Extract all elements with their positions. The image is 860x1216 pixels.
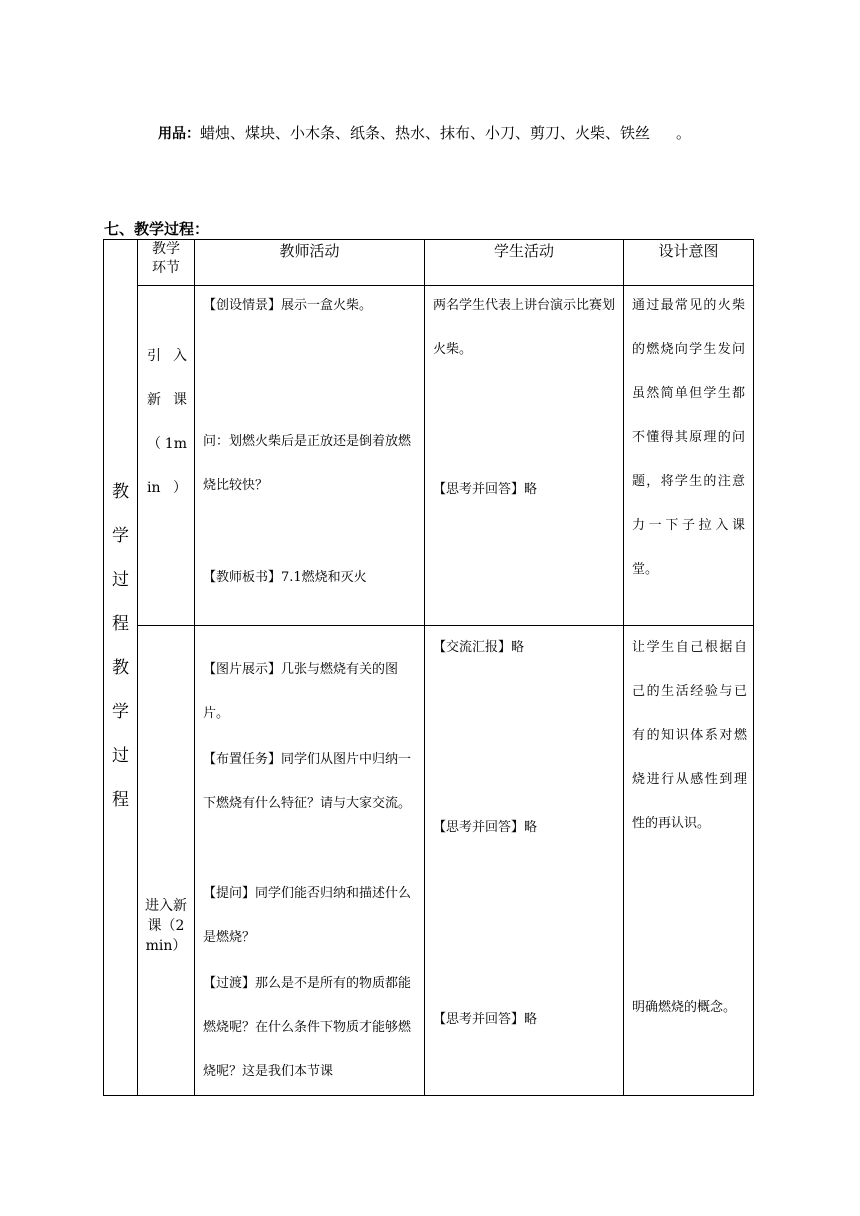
supplies-end: 。 (676, 124, 692, 142)
row1-teacher-item: 【教师板书】7.1燃烧和灭火 (203, 570, 367, 585)
row1-design: 通过最常见的火柴的燃烧向学生发问虽然简单但学生都不懂得其原理的问题，将学生的注意力一下子拉入课堂。 (624, 286, 754, 626)
row2-teacher (195, 626, 425, 1096)
row1-student-item: 【思考并回答】略 (433, 482, 538, 497)
header-student: 学生活动 (425, 240, 624, 286)
row2-student-item: 【思考并回答】略 (433, 1012, 538, 1027)
row2-design (624, 626, 754, 1096)
row1-student-item: 两名学生代表上讲台演示比赛划火柴。 (433, 298, 616, 357)
side-label: 教学过程教学过程 (104, 240, 138, 1096)
row1-stage: 引入新课（1min） (138, 286, 195, 626)
row2-teacher-item: 【过渡】那么是不是所有的物质都能燃烧呢？在什么条件下物质才能够燃烧呢？这是我们本节课 (203, 976, 412, 1079)
teaching-process-table (103, 239, 754, 1096)
row2-teacher-item: 【图片展示】几张与燃烧有关的图片。 (203, 662, 399, 721)
header-stage: 教学环节 (138, 240, 195, 286)
row2-stage: 进入新课（2min） (138, 626, 195, 1096)
row2-design-item: 让学生自己根据自己的生活经验与已有的知识体系对燃烧进行从感性到理性的再认识。 (632, 640, 747, 831)
section-title: 七、教学过程： (104, 220, 210, 238)
row1-teacher-item: 问：划燃火柴后是正放还是倒着放燃烧比较快？ (203, 434, 412, 493)
row2-student-item: 【思考并回答】略 (433, 820, 538, 835)
header-design: 设计意图 (624, 240, 754, 286)
row2-student (425, 626, 624, 1096)
header-teacher: 教师活动 (195, 240, 425, 286)
row2-teacher-item: 【提问】同学们能否归纳和描述什么是燃烧？ (203, 886, 412, 945)
table-row (104, 286, 754, 626)
row2-design-item: 明确燃烧的概念。 (632, 1000, 737, 1015)
supplies-label: 用品： (158, 126, 200, 142)
row2-student-item: 【交流汇报】略 (433, 640, 525, 655)
row2-teacher-item: 【布置任务】同学们从图片中归纳一下燃烧有什么特征？请与大家交流。 (203, 752, 412, 811)
row1-teacher (195, 286, 425, 626)
supplies-line (158, 122, 691, 143)
row1-teacher-item: 【创设情景】展示一盒火柴。 (203, 298, 373, 313)
table-header-row (104, 240, 754, 286)
row1-student (425, 286, 624, 626)
table-row (104, 626, 754, 1096)
supplies-items: 蜡烛、煤块、小木条、纸条、热水、抹布、小刀、剪刀、火柴、铁丝 (200, 124, 651, 142)
